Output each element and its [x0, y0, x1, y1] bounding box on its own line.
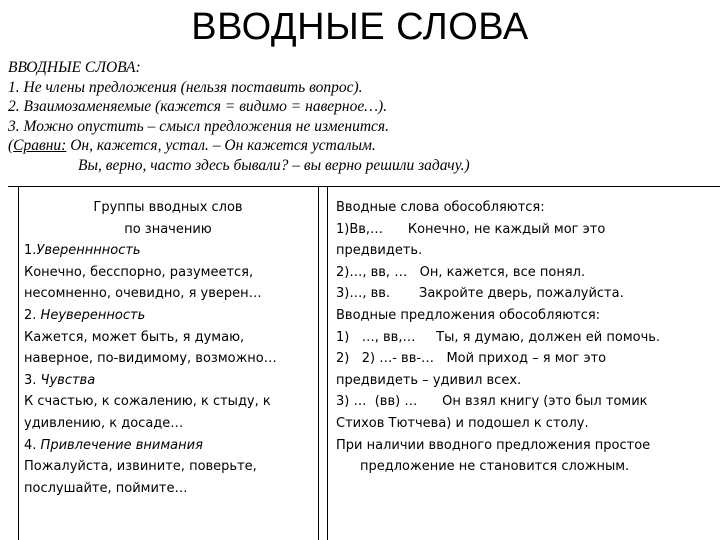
- rule-item-1: 1. Не члены предложения (нельзя поставить вопрос).: [8, 78, 363, 96]
- compare-line-2: Вы, верно, часто здесь бывали? – вы верно решили задачу.): [78, 156, 470, 174]
- group-1-line-1: Конечно, бесспорно, разумеется,: [24, 264, 254, 280]
- group-1-line-2: несомненно, очевидно, я уверен…: [24, 286, 262, 302]
- group-2-name: Неуверенность: [40, 307, 146, 323]
- compare-prefix: (: [8, 137, 14, 154]
- right-line-12: При наличии вводного предложения простое: [336, 437, 651, 453]
- right-line-13: предложение не становится сложным.: [360, 459, 630, 475]
- group-2-line-2: наверное, по-видимому, возможно…: [24, 351, 277, 367]
- right-line-6: Вводные предложения обособляются:: [336, 307, 601, 323]
- right-line-11: Стихов Тютчева) и подошел к столу.: [336, 415, 589, 431]
- isolation-rules-box: [327, 187, 720, 540]
- group-1-title: [24, 240, 312, 262]
- left-header-1: Группы вводных слов: [93, 200, 243, 215]
- group-1-number: 1.: [24, 243, 37, 259]
- group-4-name: Привлечение внимания: [40, 437, 203, 453]
- group-3-number: 3.: [24, 372, 41, 388]
- right-line-10: 3) … (вв) … Он взял книгу (это был томик: [336, 394, 648, 410]
- group-4-line-1: Пожалуйста, извините, поверьте,: [24, 459, 257, 475]
- rule-item-3: 3. Можно опустить – смысл предложения не изменится.: [8, 117, 389, 135]
- group-3-name: Чувства: [40, 372, 96, 388]
- compare-rest: Он, кажется, устал. – Он кажется усталым.: [66, 137, 376, 154]
- page-title: ВВОДНЫЕ СЛОВА: [191, 6, 529, 48]
- rules-heading: ВВОДНЫЕ СЛОВА:: [8, 59, 141, 76]
- group-3-title: [24, 370, 312, 392]
- left-header-2: по значению: [124, 221, 212, 237]
- right-line-2: 1)Вв,… Конечно, не каждый мог это: [336, 221, 606, 237]
- group-3-line-1: К счастью, к сожалению, к стыду, к: [24, 394, 271, 410]
- group-4-number: 4.: [24, 437, 41, 453]
- right-line-4: 2)…, вв, … Он, кажется, все понял.: [336, 264, 586, 280]
- right-line-5: 3)…, вв. Закройте дверь, пожалуйста.: [336, 286, 624, 302]
- right-line-7: 1) …, вв,… Ты, я думаю, должен ей помочь.: [336, 329, 661, 345]
- rules-block: [8, 58, 708, 175]
- group-4-title: [24, 435, 312, 457]
- right-line-8: 2) 2) …- вв-… Мой приход – я мог это: [336, 351, 607, 367]
- group-2-number: 2.: [24, 307, 41, 323]
- meaning-groups-box: [18, 187, 319, 540]
- group-3-line-2: удивлению, к досаде…: [24, 415, 184, 431]
- group-1-name: Уверенннность: [36, 243, 141, 259]
- right-line-9: предвидеть – удивил всех.: [336, 372, 522, 388]
- group-4-line-2: послушайте, поймите…: [24, 480, 188, 496]
- group-2-line-1: Кажется, может быть, я думаю,: [24, 329, 245, 345]
- compare-line: [8, 136, 708, 156]
- compare-word: Сравни:: [13, 137, 67, 154]
- right-line-1: Вводные слова обособляются:: [336, 200, 545, 215]
- group-2-title: [24, 305, 312, 327]
- right-line-3: предвидеть.: [336, 243, 423, 259]
- rule-item-2: 2. Взаимозаменяемые (кажется = видимо = наверное…).: [8, 98, 388, 115]
